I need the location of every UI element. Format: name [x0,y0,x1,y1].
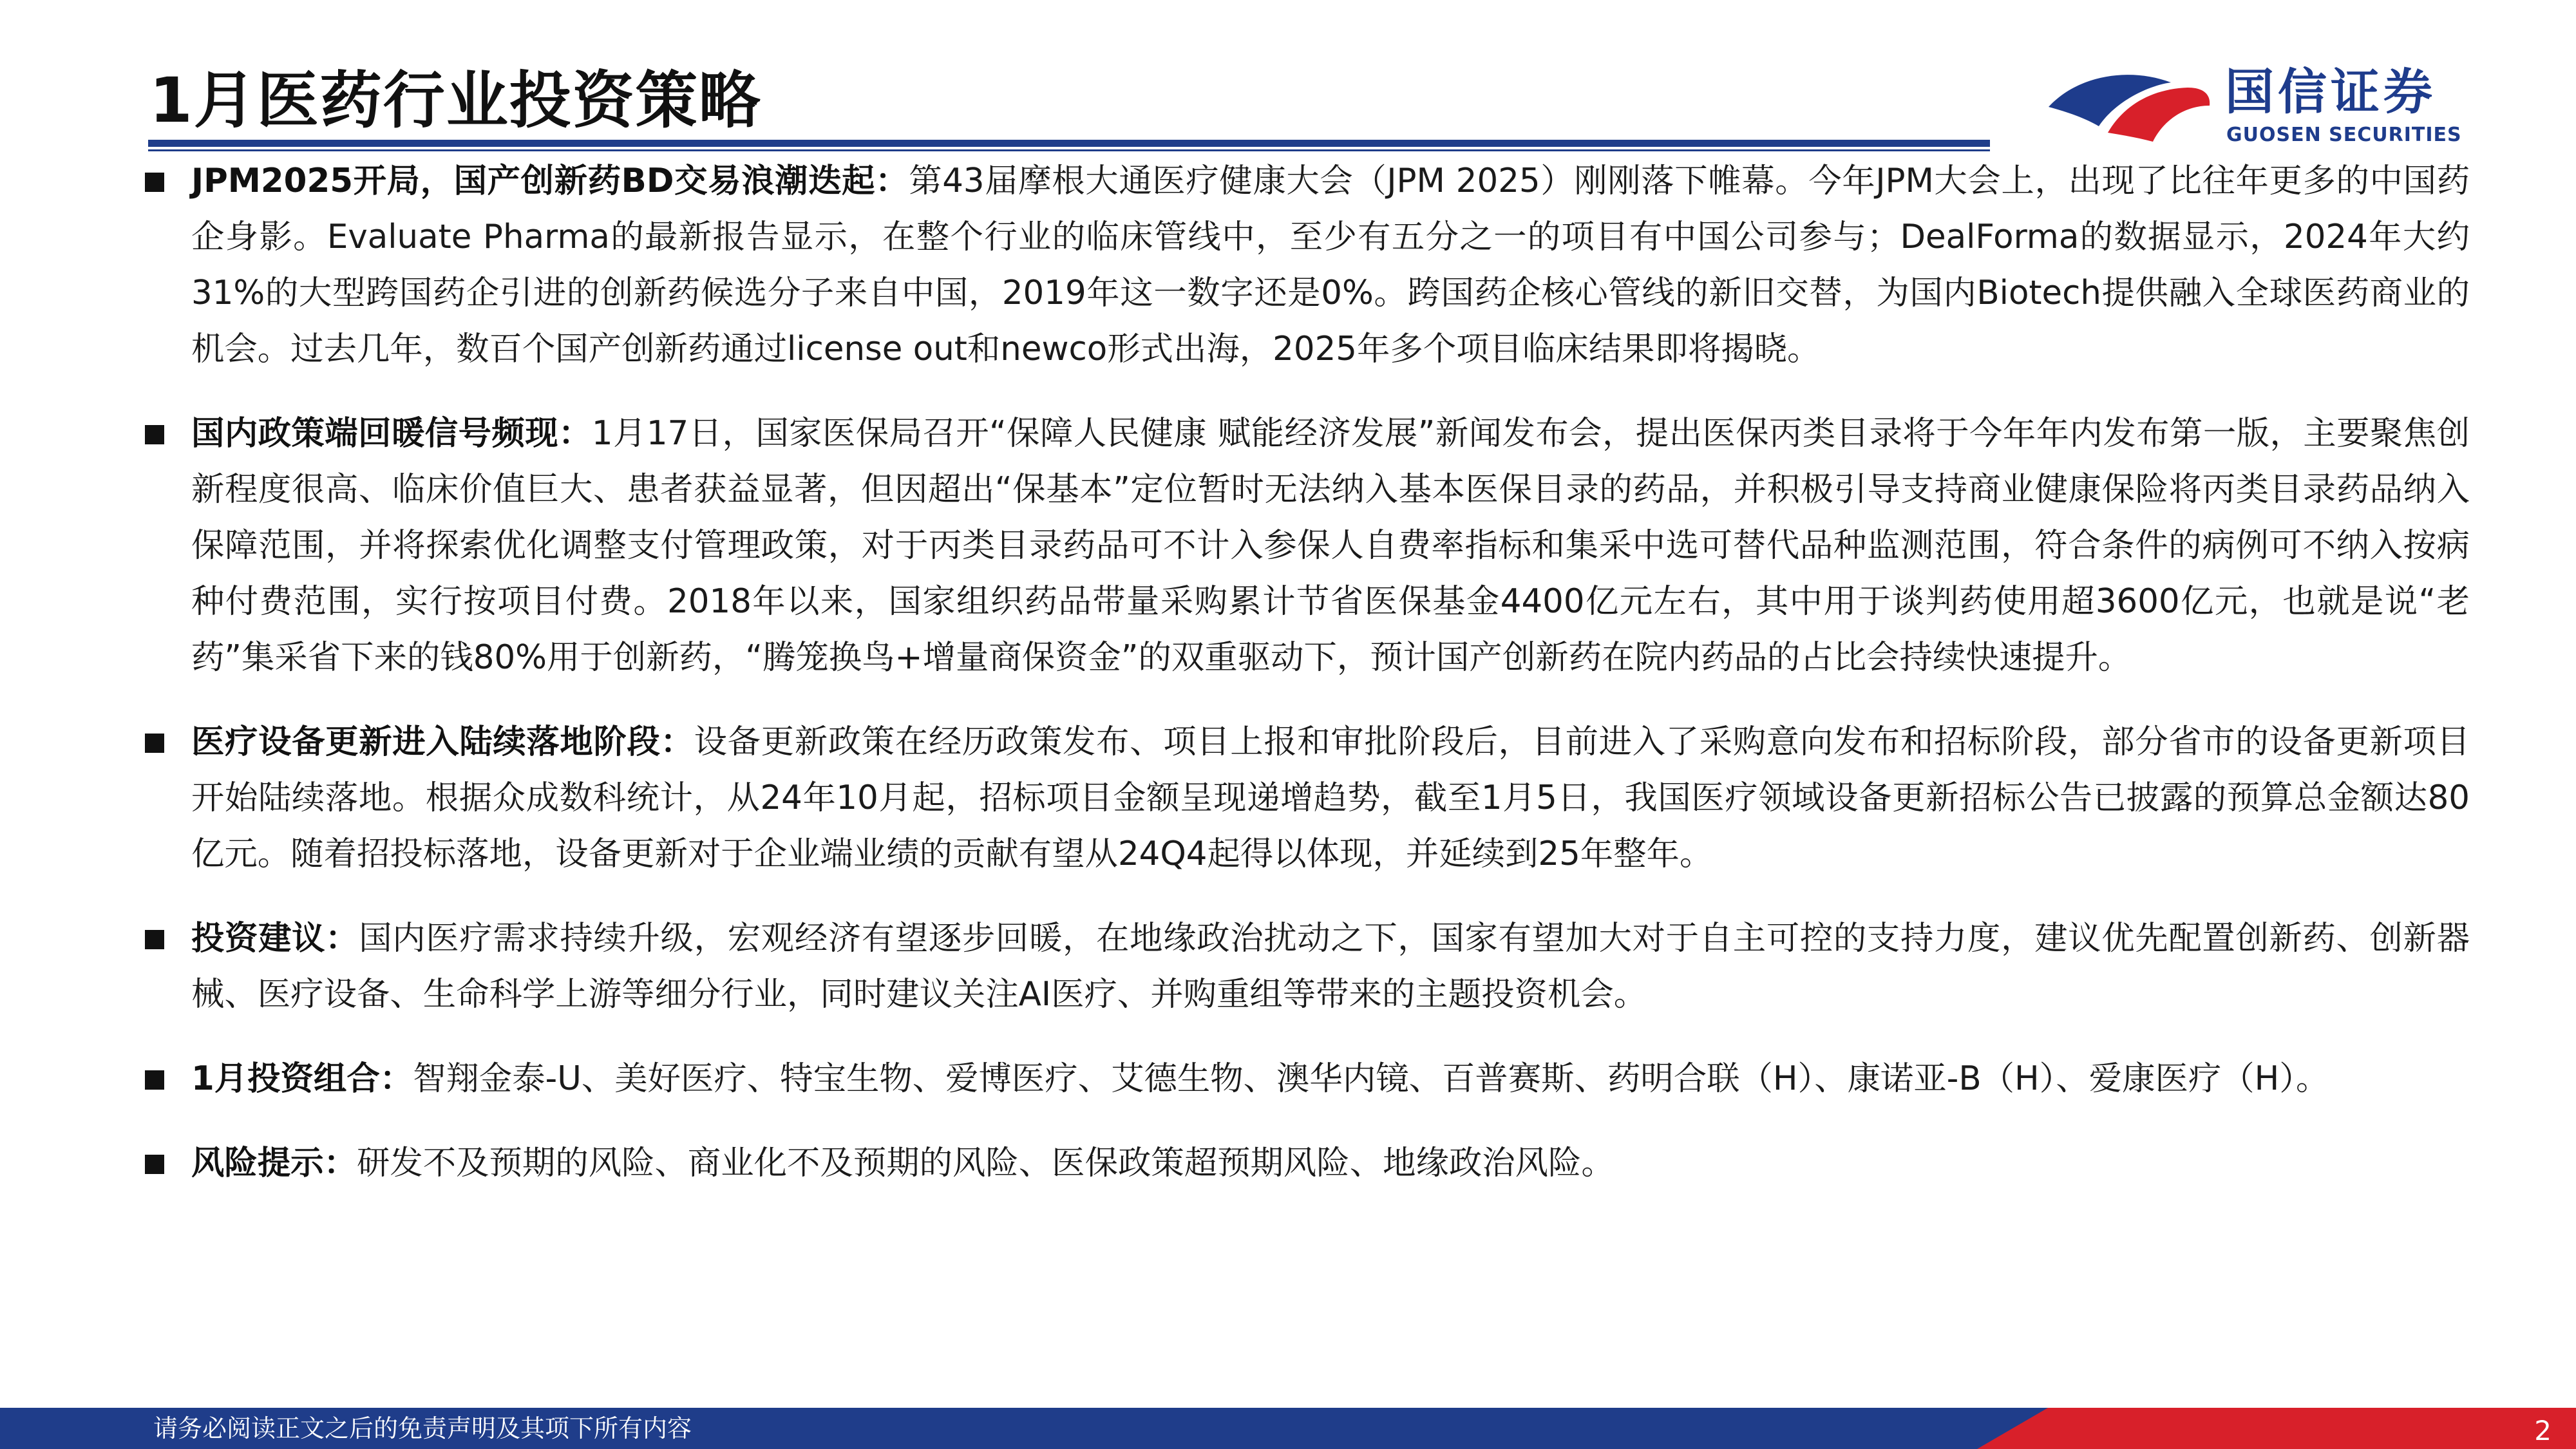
bullet-heading: JPM2025开局，国产创新药BD交易浪潮迭起： [191,162,909,200]
bullet-investment-advice [145,911,2470,1023]
page-number: 2 [2534,1415,2552,1446]
bullet-square-icon [145,173,164,192]
bullet-heading: 医疗设备更新进入陆续落地阶段： [191,723,694,761]
bullet-text: 1月17日，国家医保局召开“保障人民健康 赋能经济发展”新闻发布会，提出医保丙类目录将于今年年内发布第一版，主要聚焦创新程度很高、临床价值巨大、患者获益显著，但因超出“保基本”定位暂时无法纳入基本医保目录的药品，并积极引导支持商业健康保险将丙类目录药品纳入保障范围，并将探索优化调整支付管理政策，对于丙类目录药品可不计入参保人自费率指标和集采中选可替代品种监测范围，符合条件的病例可不纳入按病种付费范围，实行按项目付费。2018年以来，国家组织药品带量采购累计节省医保基金4400亿元左右，其中用于谈判药使用超3600亿元，也就是说“老药”集采省下来的钱80%用于创新药，“腾笼换鸟+增量商保资金”的双重驱动下，预计国产创新药在院内药品的占比会持续快速提升。 [191,414,2470,677]
title-divider [148,140,1990,147]
strategy-list [145,153,2470,1191]
guosen-logo-icon [2045,57,2212,153]
footer-bar [0,1408,2576,1449]
bullet-heading: 风险提示： [191,1144,357,1182]
bullet-text: 智翔金泰-U、美好医疗、特宝生物、爱博医疗、艾德生物、澳华内镜、百普赛斯、药明合联（H）、康诺亚-B（H）、爱康医疗（H）。 [413,1059,2329,1098]
bullet-square-icon [145,1070,164,1090]
disclaimer-text: 请务必阅读正文之后的免责声明及其项下所有内容 [153,1414,692,1443]
bullet-heading: 国内政策端回暖信号频现： [191,414,592,453]
bullet-heading: 投资建议： [191,919,359,958]
logo-name-en: GUOSEN SECURITIES [2226,124,2462,146]
bullet-portfolio [145,1051,2470,1107]
page-title: 1月医药行业投资策略 [149,64,762,137]
bullet-square-icon [145,1155,164,1174]
bullet-policy [145,406,2470,686]
bullet-text: 设备更新政策在经历政策发布、项目上报和审批阶段后，目前进入了采购意向发布和招标阶段，部分省市的设备更新项目开始陆续落地。根据众成数科统计，从24年10月起，招标项目金额呈现递增趋势，截至1月5日，我国医疗领域设备更新招标公告已披露的预算总金额达80亿元。随着招投标落地，设备更新对于企业端业绩的贡献有望从24Q4起得以体现，并延续到25年整年。 [191,723,2470,873]
bullet-jpm [145,153,2470,377]
logo-name-cn: 国信证券 [2225,63,2436,120]
bullet-text: 国内医疗需求持续升级，宏观经济有望逐步回暖，在地缘政治扰动之下，国家有望加大对于自主可控的支持力度，建议优先配置创新药、创新器械、医疗设备、生命科学上游等细分行业，同时建议关注AI医疗、并购重组等带来的主题投资机会。 [191,919,2470,1014]
bullet-text: 研发不及预期的风险、商业化不及预期的风险、医保政策超预期风险、地缘政治风险。 [356,1144,1615,1182]
title-divider-thin [148,149,1990,151]
bullet-square-icon [145,734,164,753]
bullet-equipment [145,714,2470,882]
bullet-square-icon [145,425,164,444]
bullet-square-icon [145,930,164,949]
bullet-text: 第43届摩根大通医疗健康大会（JPM 2025）刚刚落下帷幕。今年JPM大会上，出现了比往年更多的中国药企身影。Evaluate Pharma的最新报告显示，在整个行业的临床管线中，至少有五分之一的项目有中国公司参与；DealForma的数据显示，2024年大约31%的大型跨国药企引进的创新药候选分子来自中国，2019年这一数字还是0%。跨国药企核心管线的新旧交替，为国内Biotech提供融入全球医药商业的机会。过去几年，数百个国产创新药通过license out和newco形式出海，2025年多个项目临床结果即将揭晓。 [191,162,2470,368]
bullet-risk [145,1135,2470,1191]
bullet-heading: 1月投资组合： [191,1059,413,1098]
company-logo [2045,57,2547,153]
